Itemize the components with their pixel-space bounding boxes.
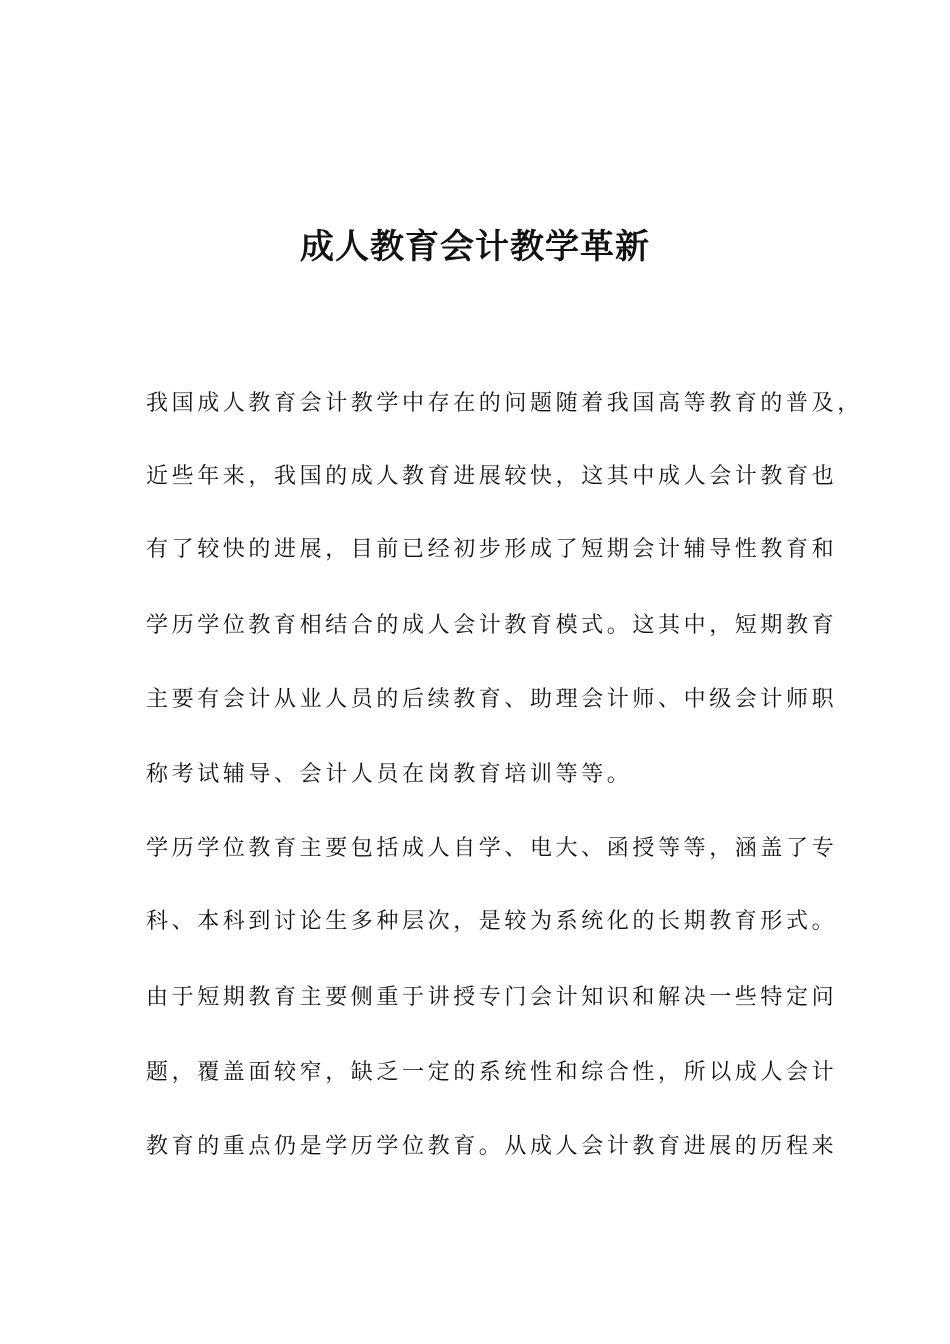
body-line-7: 学历学位教育主要包括成人自学、电大、函授等等，涵盖了专 [146, 836, 838, 861]
document-title: 成人教育会计教学革新 [300, 227, 650, 267]
body-line-4: 学历学位教育相结合的成人会计教育模式。这其中，短期教育 [146, 613, 838, 638]
body-line-1: 我国成人教育会计教学中存在的问题随着我国高等教育的普及， [146, 391, 863, 416]
body-line-9: 由于短期教育主要侧重于讲授专门会计知识和解决一些特定问 [146, 985, 838, 1010]
body-line-5: 主要有会计从业人员的后续教育、助理会计师、中级会计师职 [146, 687, 838, 712]
body-line-11: 教育的重点仍是学历学位教育。从成人会计教育进展的历程来 [146, 1134, 838, 1159]
body-line-2: 近些年来，我国的成人教育进展较快，这其中成人会计教育也 [146, 464, 838, 489]
body-line-8: 科、本科到讨论生多种层次，是较为系统化的长期教育形式。 [146, 909, 838, 934]
body-line-3: 有了较快的进展，目前已经初步形成了短期会计辅导性教育和 [146, 537, 838, 562]
body-line-6: 称考试辅导、会计人员在岗教育培训等等。 [146, 762, 633, 787]
body-line-10: 题，覆盖面较窄，缺乏一定的系统性和综合性，所以成人会计 [146, 1060, 838, 1085]
